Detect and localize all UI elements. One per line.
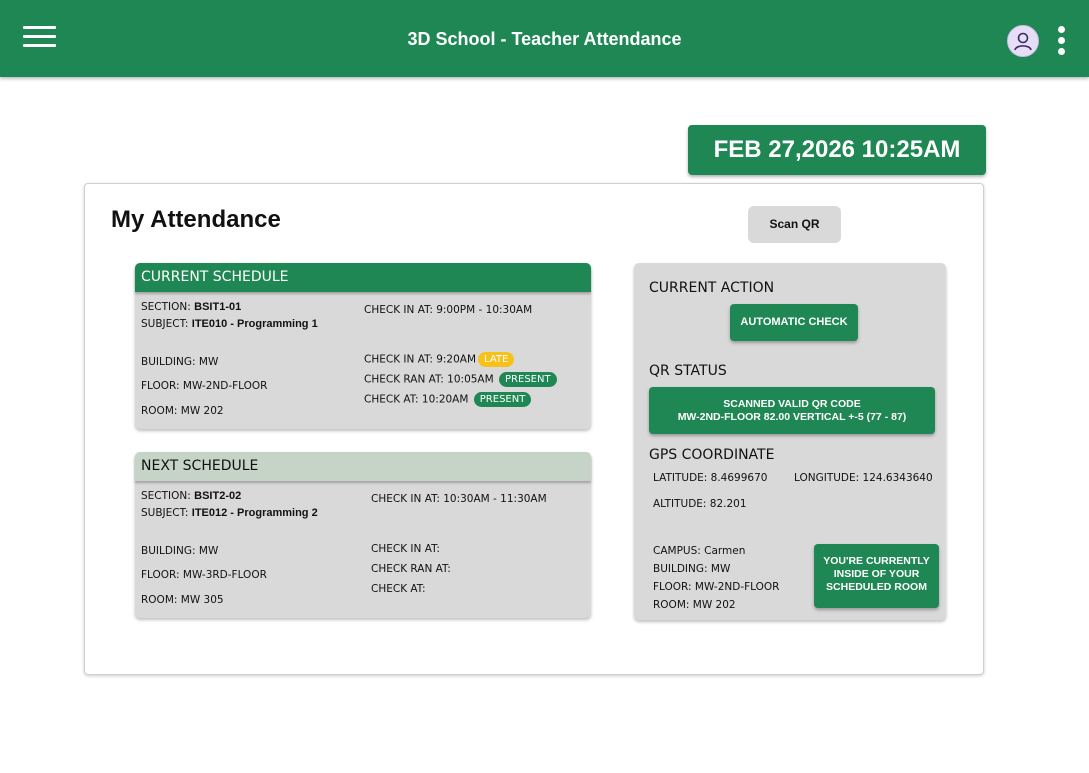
present-status-badge: PRESENT [474,392,532,407]
longitude-field: LONGITUDE: 124.6343640 [794,472,933,484]
qr-status-heading: QR STATUS [649,363,727,379]
location-status-badge [814,544,939,608]
check-ran-field: CHECK RAN AT: [371,563,451,575]
floor-field: FLOOR: MW-3RD-FLOOR [141,569,267,581]
building-field: BUILDING: MW [141,356,219,368]
next-schedule-card [135,452,591,618]
room-field: ROOM: MW 305 [141,594,224,606]
section-field: SECTION: BSIT2-02 [141,490,242,502]
building-field: BUILDING: MW [653,563,731,575]
current-schedule-card [135,263,591,429]
more-vertical-icon[interactable] [1052,26,1072,56]
current-schedule-heading: CURRENT SCHEDULE [135,263,591,292]
qr-status-detail: MW-2ND-FLOOR 82.00 VERTICAL +-5 (77 - 87) [677,411,907,423]
campus-field: CAMPUS: Carmen [653,545,746,557]
latitude-field: LATITUDE: 8.4699670 [653,472,768,484]
check-in-field: CHECK IN AT: 9:20AM LATE [364,352,514,367]
current-datetime: FEB 27,2026 10:25AM [688,125,986,175]
room-field: ROOM: MW 202 [141,405,224,417]
subject-field: SUBJECT: ITE010 - Programming 1 [141,318,318,330]
check-at-field: CHECK AT: [371,583,426,595]
next-schedule-heading: NEXT SCHEDULE [135,452,591,481]
building-field: BUILDING: MW [141,545,219,557]
subject-field: SUBJECT: ITE012 - Programming 2 [141,507,318,519]
current-action-heading: CURRENT ACTION [649,280,775,296]
top-app-bar [0,0,1089,77]
user-avatar-icon[interactable] [1007,25,1039,57]
status-panel [634,263,946,620]
location-status-line: SCHEDULED ROOM [826,581,927,593]
gps-heading: GPS COORDINATE [649,447,775,463]
automatic-check-button[interactable]: AUTOMATIC CHECK [730,304,858,341]
check-ran-field: CHECK RAN AT: 10:05AM PRESENT [364,372,557,387]
floor-field: FLOOR: MW-2ND-FLOOR [141,380,268,392]
late-status-badge: LATE [478,352,514,367]
present-status-badge: PRESENT [499,372,557,387]
location-status-line: INSIDE OF YOUR [833,568,920,580]
scan-qr-button[interactable]: Scan QR [748,206,841,243]
altitude-field: ALTITUDE: 82.201 [653,498,747,510]
app-title: 3D School - Teacher Attendance [407,29,682,49]
qr-status-box [649,387,935,434]
check-in-field: CHECK IN AT: [371,543,440,555]
check-in-window: CHECK IN AT: 10:30AM - 11:30AM [371,493,547,505]
section-field: SECTION: BSIT1-01 [141,301,242,313]
floor-field: FLOOR: MW-2ND-FLOOR [653,581,780,593]
qr-status-line: SCANNED VALID QR CODE [723,398,861,410]
check-in-window: CHECK IN AT: 9:00PM - 10:30AM [364,304,533,316]
location-status-line: YOU'RE CURRENTLY [823,555,930,567]
check-at-field: CHECK AT: 10:20AM PRESENT [364,392,531,407]
room-field: ROOM: MW 202 [653,599,736,611]
page-title: My Attendance [111,206,281,233]
